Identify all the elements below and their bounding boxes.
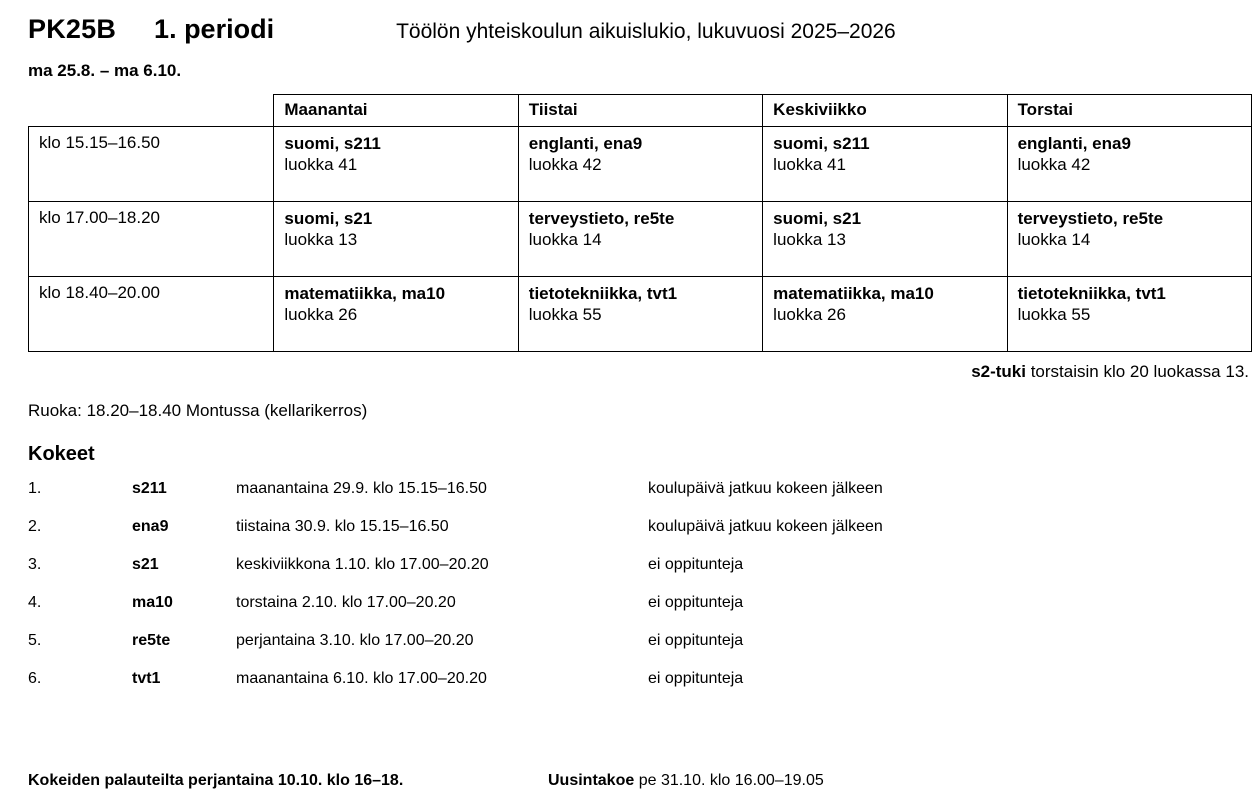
list-item bbox=[28, 594, 1259, 632]
lesson-slot3-wednesday bbox=[763, 277, 1007, 352]
list-item bbox=[28, 518, 1259, 556]
lesson-course: matematiikka, ma10 bbox=[773, 284, 934, 303]
lesson-slot2-wednesday bbox=[763, 202, 1007, 277]
lesson-course: tietotekniikka, tvt1 bbox=[528, 284, 678, 303]
exam-course-code: ena9 bbox=[132, 518, 169, 535]
exam-number: 2. bbox=[28, 518, 42, 535]
lesson-room: luokka 13 bbox=[284, 230, 358, 250]
exam-course-code: re5te bbox=[132, 632, 171, 649]
s2-support-detail: torstaisin klo 20 luokassa 13. bbox=[1025, 362, 1249, 381]
exam-course-code: tvt1 bbox=[132, 670, 161, 687]
exam-number: 1. bbox=[28, 480, 42, 497]
period-date-range: ma 25.8. – ma 6.10. bbox=[28, 61, 182, 80]
s2-support-note bbox=[0, 352, 1259, 382]
time-slot-3: klo 18.40–20.00 bbox=[29, 277, 274, 352]
timetable-head bbox=[29, 95, 1252, 127]
lesson-room: luokka 14 bbox=[1017, 230, 1091, 250]
lesson-room: luokka 42 bbox=[1017, 155, 1091, 175]
exam-note: koulupäivä jatkuu kokeen jälkeen bbox=[648, 518, 883, 535]
timetable-container bbox=[0, 81, 1259, 352]
s2-support-label: s2-tuki bbox=[971, 362, 1026, 381]
time-slot-2: klo 17.00–18.20 bbox=[29, 202, 274, 277]
lesson-course: englanti, ena9 bbox=[528, 134, 643, 153]
column-header-monday: Maanantai bbox=[274, 95, 518, 127]
meal-info: Ruoka: 18.20–18.40 Montussa (kellarikerros) bbox=[28, 401, 368, 420]
lesson-course: tietotekniikka, tvt1 bbox=[1017, 284, 1166, 303]
feedback-evening-note: Kokeiden palauteilta perjantaina 10.10. klo 16–18. bbox=[28, 772, 404, 789]
course-group-code: PK25B bbox=[28, 14, 117, 44]
lesson-slot1-tuesday bbox=[518, 127, 762, 202]
lesson-slot3-tuesday bbox=[518, 277, 762, 352]
retake-exam-note bbox=[548, 772, 824, 790]
exam-course-code: s21 bbox=[132, 556, 159, 573]
lesson-room: luokka 55 bbox=[528, 305, 602, 325]
timetable-body bbox=[29, 127, 1252, 352]
exam-datetime: torstaina 2.10. klo 17.00–20.20 bbox=[236, 594, 456, 611]
lesson-room: luokka 13 bbox=[773, 230, 846, 250]
exams-list bbox=[0, 466, 1259, 708]
lesson-slot2-thursday bbox=[1007, 202, 1251, 277]
exam-datetime: perjantaina 3.10. klo 17.00–20.20 bbox=[236, 632, 474, 649]
table-row bbox=[29, 277, 1252, 352]
lesson-slot1-wednesday bbox=[763, 127, 1007, 202]
column-header-thursday: Torstai bbox=[1007, 95, 1251, 127]
exam-note: ei oppitunteja bbox=[648, 594, 744, 611]
exam-datetime: tiistaina 30.9. klo 15.15–16.50 bbox=[236, 518, 449, 535]
lesson-room: luokka 14 bbox=[528, 230, 602, 250]
exam-course-code: ma10 bbox=[132, 594, 173, 611]
lesson-course: suomi, s21 bbox=[773, 209, 862, 228]
document-footer bbox=[28, 772, 1239, 790]
lesson-course: matematiikka, ma10 bbox=[284, 284, 446, 303]
exam-course-code: s211 bbox=[132, 480, 167, 497]
period-title: 1. periodi bbox=[154, 14, 275, 44]
timetable-header-row bbox=[29, 95, 1252, 127]
document-header bbox=[0, 0, 1259, 45]
exam-note: ei oppitunteja bbox=[648, 670, 744, 687]
exam-note: ei oppitunteja bbox=[648, 556, 744, 573]
retake-exam-label: Uusintakoe bbox=[548, 772, 635, 789]
exam-number: 3. bbox=[28, 556, 42, 573]
column-header-tuesday: Tiistai bbox=[518, 95, 762, 127]
list-item bbox=[28, 632, 1259, 670]
school-and-year: Töölön yhteiskoulun aikuislukio, lukuvuosi 2025–2026 bbox=[396, 20, 896, 43]
table-row bbox=[29, 127, 1252, 202]
exam-datetime: keskiviikkona 1.10. klo 17.00–20.20 bbox=[236, 556, 489, 573]
lesson-course: terveystieto, re5te bbox=[1017, 209, 1164, 228]
lesson-slot2-monday bbox=[274, 202, 518, 277]
table-row bbox=[29, 202, 1252, 277]
timetable-corner-cell bbox=[29, 95, 274, 127]
exam-number: 4. bbox=[28, 594, 42, 611]
lesson-room: luokka 55 bbox=[1017, 305, 1091, 325]
exam-note: koulupäivä jatkuu kokeen jälkeen bbox=[648, 480, 883, 497]
exam-number: 5. bbox=[28, 632, 42, 649]
lesson-room: luokka 42 bbox=[528, 155, 602, 175]
column-header-wednesday: Keskiviikko bbox=[763, 95, 1007, 127]
list-item bbox=[28, 480, 1259, 518]
lesson-room: luokka 26 bbox=[773, 305, 846, 325]
lesson-slot2-tuesday bbox=[518, 202, 762, 277]
lesson-course: suomi, s211 bbox=[284, 134, 381, 153]
lesson-slot3-monday bbox=[274, 277, 518, 352]
lesson-room: luokka 26 bbox=[284, 305, 358, 325]
exam-number: 6. bbox=[28, 670, 42, 687]
lesson-slot1-thursday bbox=[1007, 127, 1251, 202]
time-slot-1: klo 15.15–16.50 bbox=[29, 127, 274, 202]
exams-heading: Kokeet bbox=[28, 443, 95, 465]
retake-exam-detail: pe 31.10. klo 16.00–19.05 bbox=[634, 772, 824, 789]
list-item bbox=[28, 556, 1259, 594]
lesson-course: suomi, s211 bbox=[773, 134, 870, 153]
exam-datetime: maanantaina 6.10. klo 17.00–20.20 bbox=[236, 670, 487, 687]
lesson-slot3-thursday bbox=[1007, 277, 1251, 352]
lesson-course: suomi, s21 bbox=[284, 209, 373, 228]
exam-note: ei oppitunteja bbox=[648, 632, 744, 649]
lesson-room: luokka 41 bbox=[284, 155, 358, 175]
lesson-course: englanti, ena9 bbox=[1017, 134, 1131, 153]
lesson-course: terveystieto, re5te bbox=[528, 209, 675, 228]
exam-datetime: maanantaina 29.9. klo 15.15–16.50 bbox=[236, 480, 487, 497]
list-item bbox=[28, 670, 1259, 708]
lesson-room: luokka 41 bbox=[773, 155, 846, 175]
lesson-slot1-monday bbox=[274, 127, 518, 202]
weekly-timetable bbox=[28, 94, 1252, 352]
